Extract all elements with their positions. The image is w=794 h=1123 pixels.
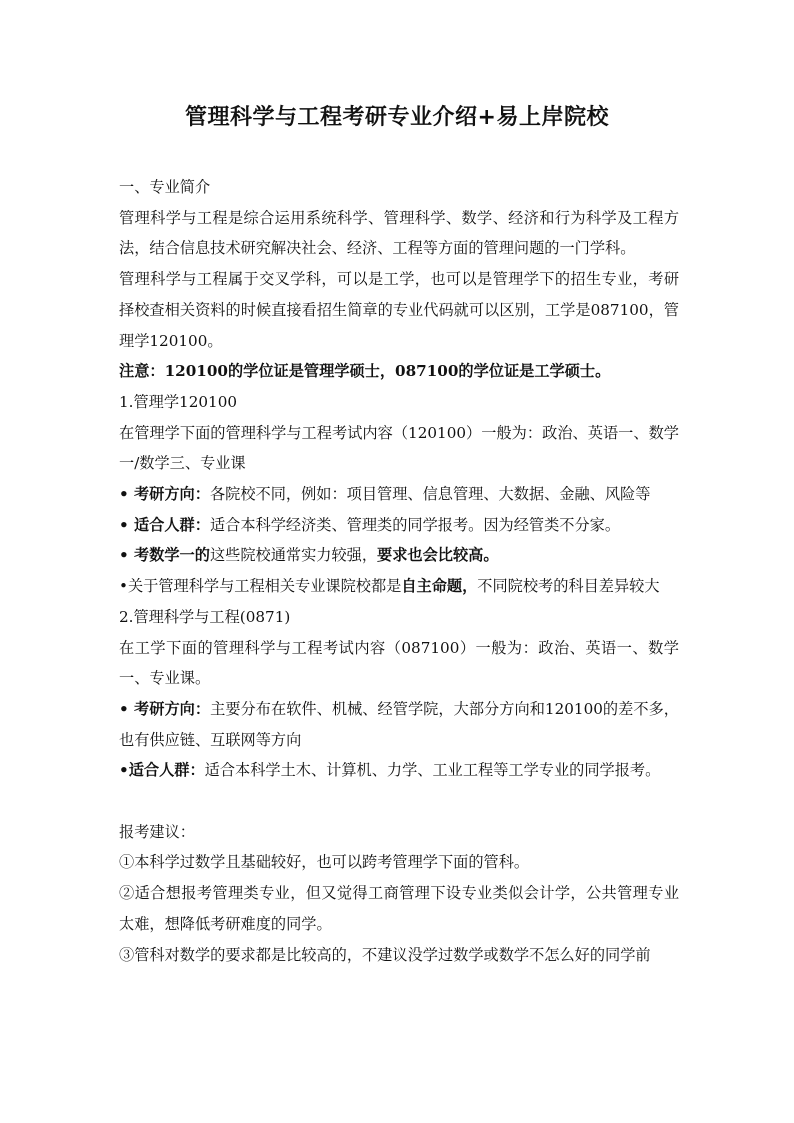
exam-subject-emphasis: 自主命题， (401, 577, 478, 596)
direction-text: 主要分布在软件、机械、经管学院，大部分方向和120100的差不多，也有供应链、互联网等方向 (119, 699, 679, 749)
math-emphasis: 要求也会比较高。 (377, 546, 499, 565)
subsection-heading-management: 1.管理学120100 (119, 392, 238, 411)
advice-item-1: ①本科学过数学且基础较好，也可以跨考管理学下面的管科。 (119, 853, 530, 872)
crowd-text: 适合本科学经济类、管理类的同学报考。因为经管类不分家。 (209, 515, 620, 534)
intro-paragraph-2: 管理科学与工程属于交叉学科，可以是工学，也可以是管理学下的招生专业，考研择校查相关资料的时候直接看招生简章的专业代码就可以区别，工学是087100，管理学120100。 (119, 270, 679, 350)
direction-text: 各院校不同，例如：项目管理、信息管理、大数据、金融、风险等 (209, 485, 651, 504)
intro-paragraph-1: 管理科学与工程是综合运用系统科学、管理科学、数学、经济和行为科学及工程方法，结合信息技术研究解决社会、经济、工程等方面的管理问题的一门学科。 (119, 208, 679, 258)
subsection-heading-engineering: 2.管理科学与工程(0871) (119, 607, 291, 626)
management-math-item (119, 540, 679, 571)
crowd-label: • 适合人群： (119, 515, 210, 534)
note-paragraph: 注意：120100的学位证是管理学硕士，087100的学位证是工学硕士。 (119, 362, 611, 381)
management-exam-content: 在管理学下面的管理科学与工程考试内容（120100）一般为：政治、英语一、数学一/数学三、专业课 (119, 423, 679, 473)
document-body (119, 172, 679, 970)
management-exam-subject-item (119, 571, 679, 602)
direction-label: • 考研方向： (119, 699, 211, 718)
section-heading-intro: 一、专业简介 (119, 178, 211, 196)
engineering-crowd-item (119, 755, 679, 786)
math-text: 这些院校通常实力较强， (209, 546, 377, 565)
exam-subject-tail: 不同院校考的科目差异较大 (477, 577, 660, 596)
exam-subject-text: •关于管理科学与工程相关专业课院校都是 (119, 577, 402, 596)
engineering-direction-item (119, 694, 679, 755)
page-title: 管理科学与工程考研专业介绍+易上岸院校 (185, 105, 609, 130)
crowd-label: •适合人群： (119, 761, 205, 780)
management-crowd-item (119, 510, 679, 541)
crowd-text: 适合本科学土木、计算机、力学、工业工程等工学专业的同学报考。 (204, 761, 661, 780)
blank-line (119, 786, 679, 817)
management-direction-item (119, 479, 679, 510)
math-label: • 考数学一的 (119, 546, 210, 565)
advice-heading: 报考建议： (119, 822, 195, 841)
engineering-exam-content: 在工学下面的管理科学与工程考试内容（087100）一般为：政治、英语一、数学一、专业课。 (119, 638, 679, 688)
direction-label: • 考研方向： (119, 485, 210, 504)
advice-item-3: ③管科对数学的要求都是比较高的，不建议没学过数学或数学不怎么好的同学前 (119, 945, 651, 964)
advice-item-2: ②适合想报考管理类专业，但又觉得工商管理下设专业类似会计学，公共管理专业太难，想降低考研难度的同学。 (119, 884, 679, 933)
